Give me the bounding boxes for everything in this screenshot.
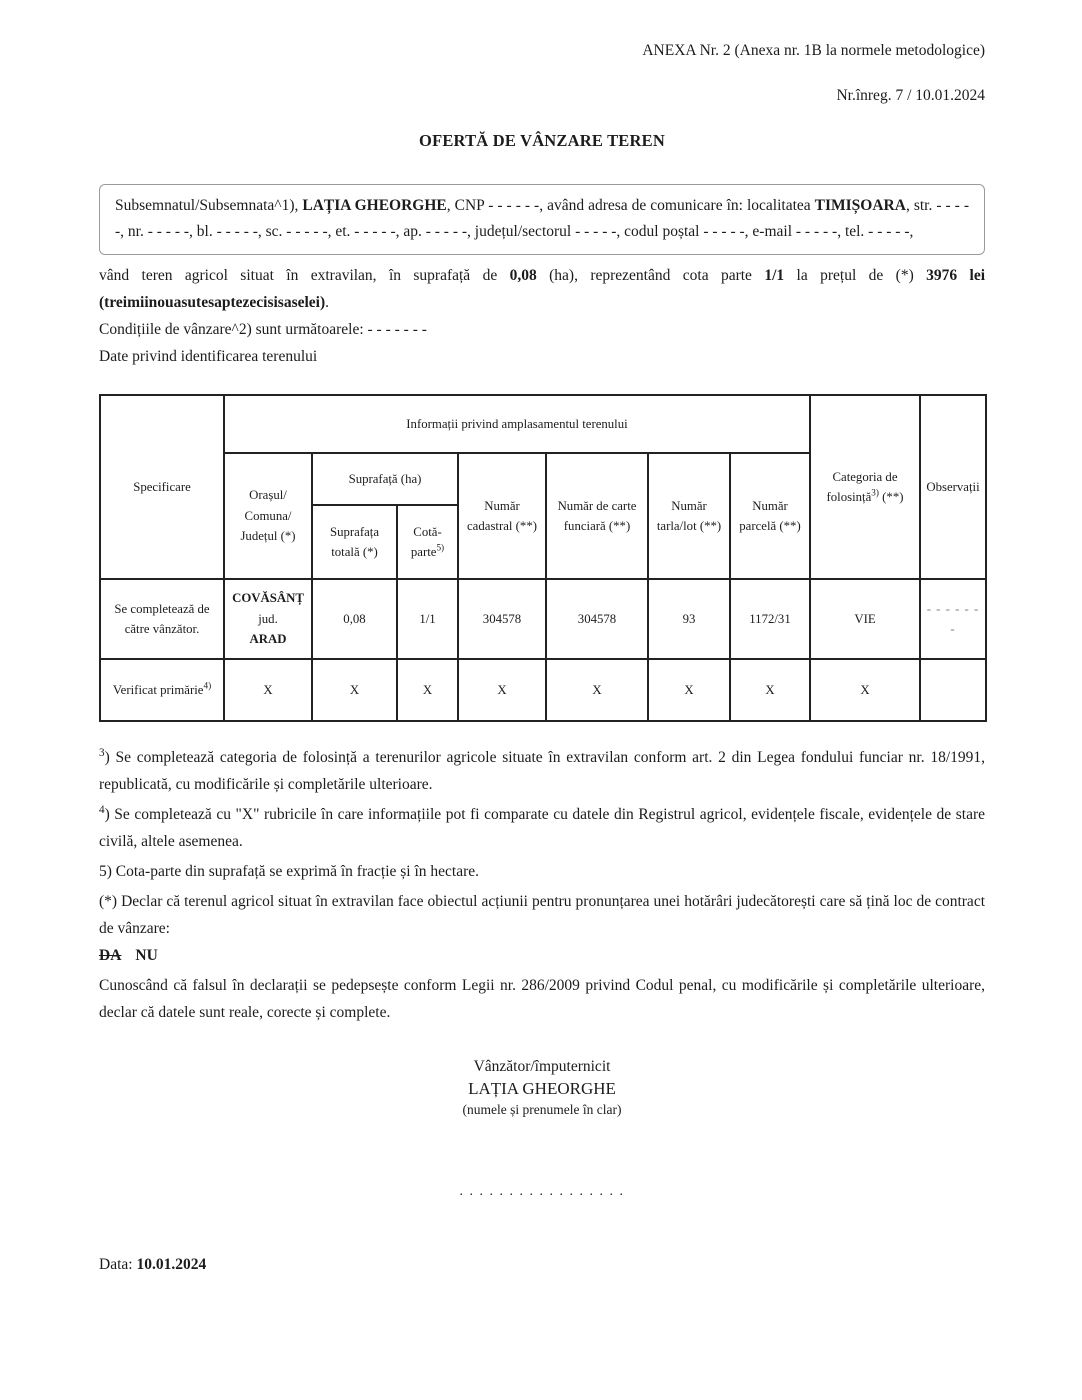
- locality-name: TIMIȘOARA: [814, 197, 906, 214]
- verify-mark-area-total: X: [312, 659, 397, 721]
- verify-mark-share: X: [397, 659, 458, 721]
- col-header-cadastral: Număr cadastral (**): [458, 453, 546, 579]
- footnote-3: [99, 744, 985, 798]
- annex-heading: ANEXA Nr. 2 (Anexa nr. 1B la normele metodologice): [642, 42, 985, 59]
- footnote-3-marker: 3: [99, 746, 105, 759]
- nu-option: NU: [135, 947, 158, 964]
- seller-name: LAȚIA GHEORGHE: [302, 197, 447, 214]
- page-title: OFERTĂ DE VÂNZARE TEREN: [419, 131, 665, 150]
- star-declaration: (*) Declar că terenul agricol situat în extravilan face obiectul acțiunii pentru pronunțarea unei hotărâri judecătorești care să țină loc de contract de vânzare:: [99, 893, 985, 937]
- date-label: Data:: [99, 1256, 137, 1273]
- col-header-info-group: Informații privind amplasamentul terenului: [224, 395, 810, 453]
- signature-name: LAȚIA GHEORGHE: [468, 1079, 616, 1098]
- verify-mark-city: X: [224, 659, 312, 721]
- col-header-tarla: Număr tarla/lot (**): [648, 453, 730, 579]
- area-value: 0,08: [509, 267, 537, 284]
- category-suffix: (**): [878, 490, 904, 504]
- seller-city-cell: [224, 579, 312, 659]
- footnotes-block: [99, 744, 985, 1026]
- seller-area-total: 0,08: [312, 579, 397, 659]
- seller-tarla: 93: [648, 579, 730, 659]
- intro-text-3: , str. - - - - -, nr. - - - - -, bl. - - - - -, sc. - - - - -, et. - - - - -, ap. - - - - -, județul/sectorul - - - - -, codul poștal - - - - -, e-mail - - - - -, tel. - - - - -,: [115, 197, 969, 240]
- land-identification-table: [99, 394, 987, 722]
- share-value: 1/1: [764, 267, 785, 284]
- table-row-verify: [100, 659, 986, 721]
- city-line-1: Orașul/: [249, 488, 287, 503]
- verify-mark-parcel: X: [730, 659, 810, 721]
- seller-parcel: 1172/31: [730, 579, 810, 659]
- verify-mark-tarla: X: [648, 659, 730, 721]
- da-nu-line: [99, 942, 985, 969]
- col-header-observations: Observații: [920, 395, 986, 579]
- col-header-share: [397, 505, 458, 579]
- footnote-5: 5) Cota-parte din suprafață se exprimă în fracție și în hectare.: [99, 863, 480, 880]
- seller-row-label: Se completează de către vânzător.: [100, 579, 224, 659]
- col-header-specificare: Specificare: [100, 395, 224, 579]
- sale-text-3: la prețul de (*): [784, 267, 927, 284]
- table-row-seller: [100, 579, 986, 659]
- verify-footnote-ref: 4): [203, 680, 212, 691]
- date-line: [99, 1256, 985, 1274]
- verify-mark-land-book: X: [546, 659, 648, 721]
- verify-label: Verificat primărie: [112, 682, 204, 697]
- share-label: Cotă-parte: [410, 524, 442, 559]
- verify-row-label: [100, 659, 224, 721]
- seller-city: COVĂSÂNȚ: [232, 591, 304, 606]
- land-identification-heading: Date privind identificarea terenului: [99, 348, 318, 365]
- col-header-parcel: Număr parcelă (**): [730, 453, 810, 579]
- seller-land-book: 304578: [546, 579, 648, 659]
- date-value: 10.01.2024: [136, 1256, 207, 1273]
- city-line-3: Județul (*): [240, 529, 296, 544]
- seller-cadastral: 304578: [458, 579, 546, 659]
- penal-declaration: Cunoscând că falsul în declarații se pedepsește conform Legii nr. 286/2009 privind Codul penal, cu modificările și completările ulterioare, declar că datele sunt reale, corecte și complete.: [99, 977, 985, 1021]
- sale-text-1: vând teren agricol situat în extravilan, în suprafață de: [99, 267, 510, 284]
- footnote-4: [99, 801, 985, 855]
- seller-share: 1/1: [397, 579, 458, 659]
- intro-text-2: , CNP - - - - - -, având adresa de comunicare în: localitatea: [446, 197, 815, 214]
- col-header-land-book: Număr de carte funciară (**): [546, 453, 648, 579]
- intro-text-1: Subsemnatul/Subsemnata^1),: [115, 197, 303, 214]
- col-header-area-total: Suprafața totală (*): [312, 505, 397, 579]
- signature-note: (numele și prenumele în clar): [462, 1102, 622, 1117]
- verify-mark-category: X: [810, 659, 920, 721]
- seller-county: ARAD: [249, 632, 287, 647]
- signature-block: [99, 1058, 985, 1118]
- sale-text-5: .: [325, 294, 330, 311]
- col-header-area-group: Suprafață (ha): [312, 453, 458, 505]
- subscriber-info-box: [99, 184, 985, 255]
- price-value: 3976 lei: [926, 267, 986, 284]
- footnote-4-text: ) Se completează cu "X" rubricile în care informațiile pot fi comparate cu datele din Registrul agricol, evidențele fiscale, evidențele de stare civilă, altele asemenea.: [99, 806, 985, 850]
- category-footnote-ref: 3): [871, 487, 879, 498]
- col-header-city: [224, 453, 312, 579]
- category-label: Categoria de folosință: [826, 469, 898, 504]
- conditions-line: Condițiile de vânzare^2) sunt următoarele: - - - - - - -: [99, 321, 427, 338]
- footnote-3-text: ) Se completează categoria de folosință a terenurilor agricole situate în extravilan conform art. 2 din Legea fondului funciar nr. 18/1991, republicată, cu modificările și completările ulterioare.: [99, 749, 985, 793]
- sale-paragraph: [99, 262, 985, 316]
- seller-county-prefix: jud.: [258, 611, 278, 626]
- share-footnote-ref: 5): [436, 542, 445, 553]
- signature-role: Vânzător/împuternicit: [473, 1058, 611, 1075]
- signature-dotted-line: . . . . . . . . . . . . . . . . .: [459, 1184, 625, 1199]
- seller-observations: - - - - - - -: [920, 579, 986, 659]
- registration-number-line: Nr.înreg. 7 / 10.01.2024: [836, 87, 985, 104]
- seller-category: VIE: [810, 579, 920, 659]
- da-option-struck: DA: [99, 947, 122, 964]
- sale-text-2: (ha), reprezentând cota parte: [536, 267, 765, 284]
- verify-observations: [920, 659, 986, 721]
- col-header-category: [810, 395, 920, 579]
- footnote-4-marker: 4: [99, 803, 105, 816]
- price-in-words: (treimiinouasutesaptezecisisaselei): [99, 294, 326, 311]
- verify-mark-cadastral: X: [458, 659, 546, 721]
- city-line-2: Comuna/: [244, 508, 292, 523]
